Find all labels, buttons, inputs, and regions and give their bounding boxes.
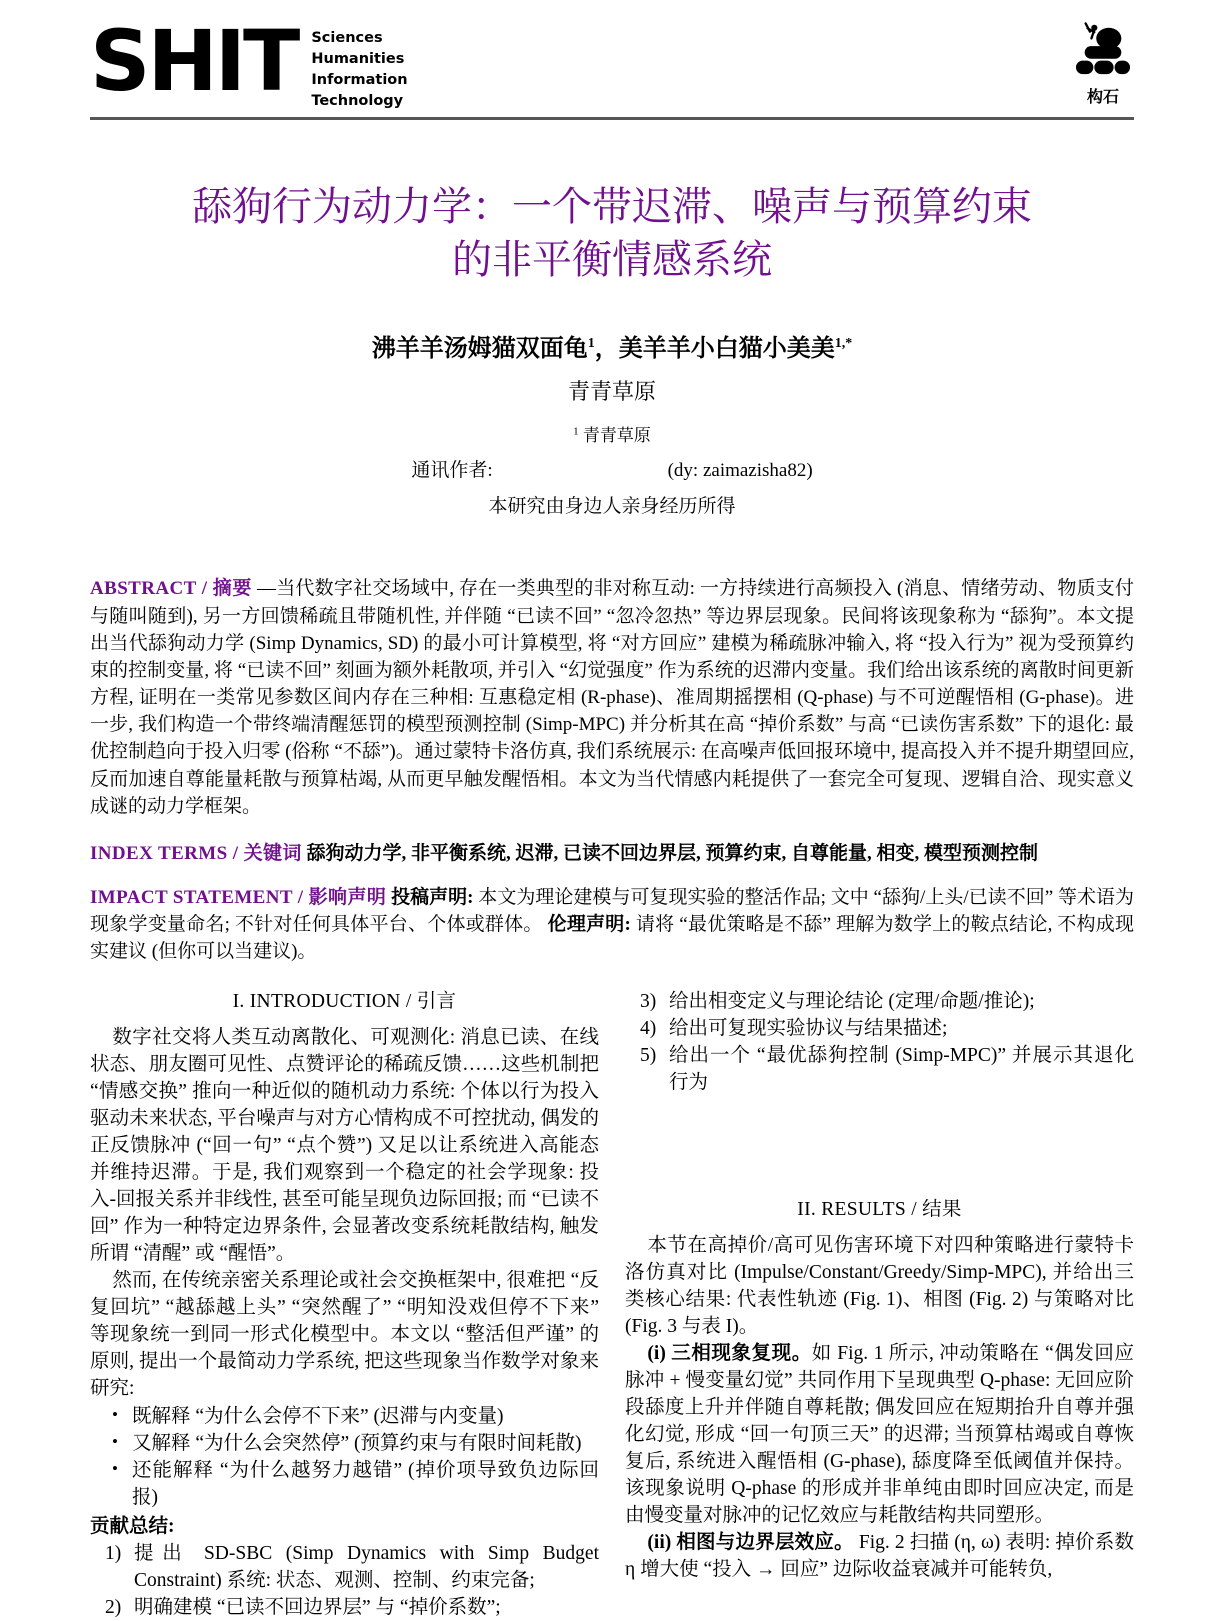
results-paragraph-1: 本节在高掉价/高可见伤害环境下对四种策略进行蒙特卡洛仿真对比 (Impulse/Constant/Greedy/Simp-MPC), 并给出三类核心结果: 代表性轨迹 (Fig. 1)、相图 (Fig. 2) 与策略对比 (Fig. 3 与表 I)。 xyxy=(625,1235,1134,1338)
logo-subtitle-line: Humanities xyxy=(311,51,405,68)
affiliation-footnote-text: 青青草原 xyxy=(582,426,651,446)
bullet-icon: • xyxy=(112,1405,118,1425)
item-text: 提出 SD-SBC (Simp Dynamics with Simp Budget Constraint) 系统: 状态、观测、控制、约束完备; xyxy=(134,1543,599,1592)
item-text: 给出相变定义与理论结论 (定理/命题/推论); xyxy=(669,991,1035,1013)
bullet-icon: • xyxy=(112,1459,118,1479)
contribution-item-2 xyxy=(90,1594,599,1621)
affiliation-footnote-mark: 1 xyxy=(573,425,579,438)
impact-seg1-label: 投稿声明: xyxy=(391,887,474,908)
paper-title xyxy=(90,180,1134,286)
study-note: 本研究由身边人亲身经历所得 xyxy=(488,496,736,518)
author-2-affil-mark: 1,* xyxy=(834,336,853,352)
item-number: 2) xyxy=(105,1597,122,1619)
contribution-item-3 xyxy=(625,988,1134,1015)
contribution-item-5 xyxy=(625,1042,1134,1096)
section-heading-results: II. RESULTS / 结果 xyxy=(797,1199,962,1221)
intro-bullet-list xyxy=(90,1403,599,1511)
index-terms-text: 舔狗动力学, 非平衡系统, 迟滞, 已读不回边界层, 预算约束, 自尊能量, 相变, 模型预测控制 xyxy=(306,842,1039,864)
impact-seg2-label: 伦理声明: xyxy=(547,914,631,936)
affiliation: 青青草原 xyxy=(567,379,656,405)
abstract xyxy=(90,575,1134,819)
bullet-text: 既解释 “为什么会停不下来” (迟滞与内变量) xyxy=(132,1406,504,1428)
item-text: 给出可复现实验协议与结果描述; xyxy=(669,1018,948,1040)
index-terms-label: INDEX TERMS / 关键词 xyxy=(90,842,302,864)
rock-pile-icon xyxy=(1072,22,1134,83)
results-item-ii-label: (ii) 相图与边界层效应。 xyxy=(647,1532,854,1554)
item-number: 4) xyxy=(640,1018,657,1040)
results-paragraph-2 xyxy=(625,1340,1134,1529)
impact-seg2-text: 请将 “最优策略是不舔” 理解为数学上的鞍点结论, 不构成现实建议 (但你可以当建议)。 xyxy=(90,914,1135,963)
list-item xyxy=(90,1430,599,1457)
author-2: 美羊羊小白猫小美美 xyxy=(618,336,835,363)
abstract-label: ABSTRACT / 摘要 xyxy=(90,578,252,600)
archive-badge-label: 构石 xyxy=(1086,87,1119,106)
body-columns xyxy=(90,988,1134,1621)
logo-subtitle-line: Information xyxy=(311,72,408,89)
results-item-i-text: 如 Fig. 1 所示, 冲动策略在 “偶发回应脉冲 + 慢变量幻觉” 共同作用下呈现典型 Q-phase: 无回应阶段舔度上升并伴随自尊耗散; 偶发回应在短期抬升自尊并强化幻觉, 形成 “回一句顶三天” 的迟滞; 当预算枯竭或自尊恢复后, 系统进入醒悟相 (G-phase), 舔度降至低阈值并保持。该现象说明 Q-phase 的形成并非单纯由即时回应决定, 而是由慢变量对脉冲的记忆效应与耗散结构共同塑形。 xyxy=(625,1343,1134,1527)
paper-title-line1: 舔狗行为动力学：一个带迟滞、噪声与预算约束 xyxy=(192,184,1032,230)
bullet-text: 还能解释 “为什么越努力越错” (掉价项导致负边际回报) xyxy=(132,1460,599,1509)
intro-paragraph-1: 数字社交将人类互动离散化、可观测化: 消息已读、在线状态、朋友圈可见性、点赞评论的稀疏反馈……这些机制把 “情感交换” 推向一种近似的随机动力系统: 个体以行为投入驱动未来状态, 平台噪声与对方心情构成不可控扰动, 偶发的正反馈脉冲 (“回一句” “点个赞”) 又足以让系统进入高能态并维持迟滞。于是, 我们观察到一个稳定的社会学现象: 投入-回报关系并非线性, 甚至可能呈现负边际回报; 而 “已读不回” 作为一种特定边界条件, 会显著改变系统耗散结构, 触发所谓 “清醒” 或 “醒悟”。 xyxy=(90,1027,599,1265)
affiliation-footnote xyxy=(90,421,1134,446)
right-column xyxy=(625,988,1134,1621)
item-number: 3) xyxy=(640,991,657,1013)
journal-logo-subtitle xyxy=(311,20,407,112)
item-text: 明确建模 “已读不回边界层” 与 “掉价系数”; xyxy=(134,1597,501,1619)
masthead-divider xyxy=(90,117,1134,120)
index-terms xyxy=(90,840,1134,867)
list-item xyxy=(90,1403,599,1430)
archive-badge xyxy=(1072,20,1134,107)
results-item-i-label: (i) 三相现象复现。 xyxy=(647,1343,812,1365)
results-item-ii-text: Fig. 2 扫描 (η, ω) 表明: 掉价系数 η 增大使 “投入 → 回应” 边际收益衰减并可能转负, xyxy=(625,1532,1134,1581)
item-number: 5) xyxy=(640,1045,657,1067)
correspondence-label: 通讯作者: xyxy=(411,460,493,482)
contribution-item-1 xyxy=(90,1540,599,1594)
logo-subtitle-line: Sciences xyxy=(311,30,383,46)
intro-paragraph-2: 然而, 在传统亲密关系理论或社会交换框架中, 很难把 “反复回坑” “越舔越上头” “突然醒了” “明知没戏但停不下来” 等现象统一到同一形式化模型中。本文以 “整活但严谨” 的原则, 提出一个最简动力学系统, 把这些现象当作数学对象来研究: xyxy=(90,1270,599,1400)
paper-title-line2: 的非平衡情感系统 xyxy=(452,237,772,283)
item-text: 给出一个 “最优舔狗控制 (Simp-MPC)” 并展示其退化行为 xyxy=(669,1045,1134,1094)
impact-statement xyxy=(90,884,1134,965)
logo-subtitle-line: Technology xyxy=(311,93,404,110)
author-separator: ， xyxy=(594,336,619,363)
contribution-item-4 xyxy=(625,1015,1134,1042)
column-spacer xyxy=(625,1096,1134,1196)
bullet-text: 又解释 “为什么会突然停” (预算约束与有限时间耗散) xyxy=(132,1433,582,1455)
left-column xyxy=(90,988,599,1621)
abstract-text: —当代数字社交场域中, 存在一类典型的非对称互动: 一方持续进行高频投入 (消息、情绪劳动、物质支付与随叫随到), 另一方回馈稀疏且带随机性, 并伴随 “已读不回” “忽冷忽热” 等边界层现象。民间将该现象称为 “舔狗”。本文提出当代舔狗动力学 (Simp Dynamics, SD) 的最小可计算模型, 将 “对方回应” 建模为稀疏脉冲输入, 将 “投入行为” 视为受预算约束的控制变量, 将 “已读不回” 刻画为额外耗散项, 并引入 “幻觉强度” 作为系统的迟滞内变量。我们给出该系统的离散时间更新方程, 证明在一类常见参数区间内存在三种相: 互惠稳定相 (R-phase)、准周期摇摆相 (Q-phase) 与不可逆醒悟相 (G-phase)。进一步, 我们构造一个带终端清醒惩罚的模型预测控制 (Simp-MPC) 并分析其在高 “掉价系数” 与高 “已读伤害系数” 下的退化: 最优控制趋向于投入归零 (俗称 “不舔”)。通过蒙特卡洛仿真, 我们系统展示: 在高噪声低回报环境中, 提高投入并不提升期望回应, 反而加速自尊能量耗散与预算枯竭, 从而更早触发醒悟相。本文为当代情感内耗提供了一套完全可复现、逻辑自洽、现实意义成谜的动力学框架。 xyxy=(90,578,1135,817)
section-heading-introduction: I. INTRODUCTION / 引言 xyxy=(232,991,457,1013)
correspondence-line xyxy=(90,455,1134,482)
correspondence-handle: (dy: zaimazisha82) xyxy=(667,460,813,482)
list-item xyxy=(90,1457,599,1511)
author-1-affil-mark: 1 xyxy=(587,336,595,352)
bullet-icon: • xyxy=(112,1432,118,1452)
results-paragraph-3 xyxy=(625,1529,1134,1583)
masthead xyxy=(90,12,1134,112)
impact-statement-label: IMPACT STATEMENT / 影响声明 xyxy=(90,887,387,908)
author-line xyxy=(90,328,1134,363)
item-number: 1) xyxy=(105,1543,122,1565)
contributions-label: 贡献总结: xyxy=(90,1516,175,1538)
impact-seg1-text: 本文为理论建模与可复现实验的整活作品; 文中 “舔狗/上头/已读不回” 等术语为现象学变量命名; 不针对任何具体平台、个体或群体。 xyxy=(90,887,1135,936)
journal-logo: SHIT xyxy=(90,12,298,110)
author-1: 沸羊羊汤姆猫双面龟 xyxy=(371,336,588,363)
